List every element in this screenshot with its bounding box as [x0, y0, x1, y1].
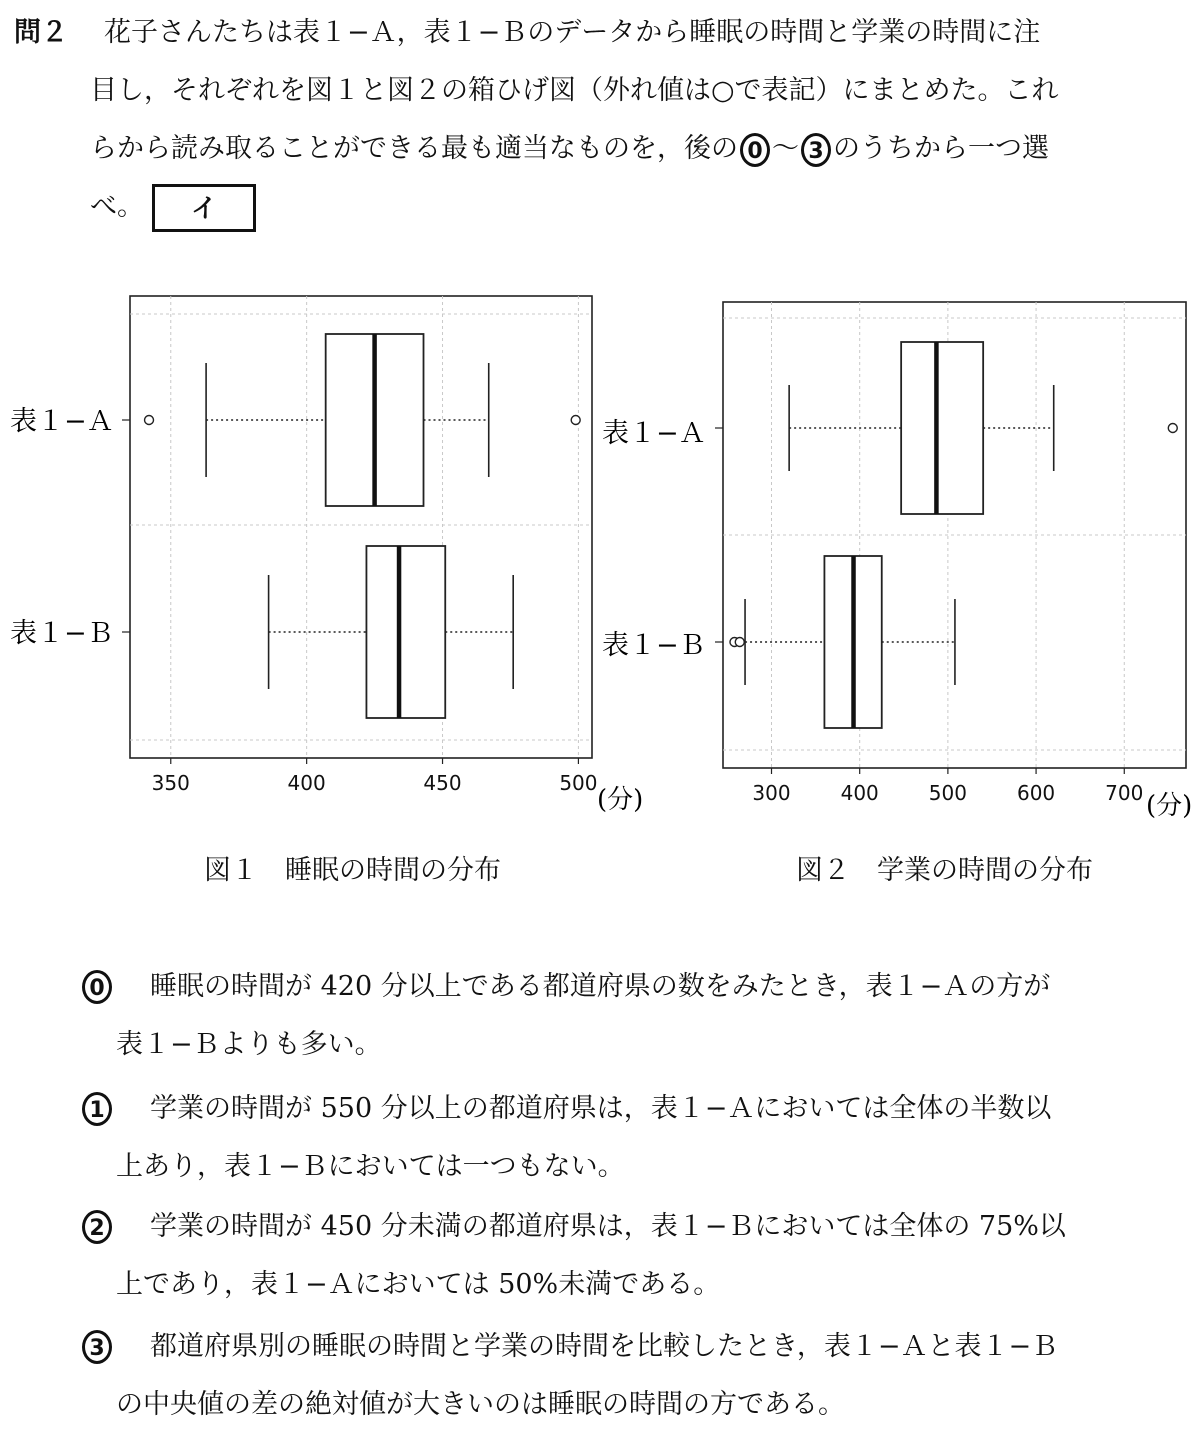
choice-2-mark: 2 [82, 1210, 112, 1244]
fig1-tick-label-2: 450 [423, 771, 462, 795]
figure1-boxplot [0, 280, 644, 820]
choice-1-line2: 上あり，表１−Ｂにおいては一つもない。 [116, 1151, 625, 1182]
question-line-4-text: べ。 [90, 191, 144, 222]
fig2-tick-label-4: 700 [1105, 781, 1144, 805]
question-line-3a: らから読み取ることができる最も適当なものを，後の [90, 133, 738, 164]
choice-3-line1: 都道府県別の睡眠の時間と学業の時間を比較したとき，表１−Ａと表１−Ｂ [150, 1331, 1059, 1362]
choice-2-line2: 上であり，表１−Ａにおいては 50%未満である。 [116, 1269, 721, 1300]
figure2-boxplot [598, 290, 1202, 830]
fig1-tick-label-1: 400 [287, 771, 326, 795]
fig2-unit: (分) [1146, 791, 1193, 821]
fig1-tick-label-0: 350 [151, 771, 190, 795]
fig1-label-a: 表１−Ａ [10, 406, 114, 437]
choice-2-line1: 学業の時間が 450 分未満の都道府県は，表１−Ｂにおいては全体の 75%以 [150, 1211, 1066, 1242]
range-end-mark: 3 [801, 133, 831, 167]
fig2-tick-label-0: 300 [752, 781, 791, 805]
fig2-label-a: 表１−Ａ [602, 418, 706, 449]
choice-3-line2: の中央値の差の絶対値が大きいのは睡眠の時間の方である。 [116, 1389, 845, 1420]
fig2-b-outlier-1 [735, 638, 744, 647]
fig2-tick-label-3: 600 [1016, 781, 1056, 805]
fig1-a-outlier-1 [571, 416, 580, 425]
fig2-a-box [901, 342, 983, 514]
question-line-3 [90, 120, 1049, 178]
fig1-tick-label-3: 500 [559, 771, 598, 795]
choice-0-mark: 0 [82, 970, 112, 1004]
fig2-tick-label-2: 500 [928, 781, 967, 805]
question-line-3b: のうちから一つ選 [833, 133, 1049, 164]
choice-0-line1: 睡眠の時間が 420 分以上である都道府県の数をみたとき，表１−Ａの方が [150, 971, 1051, 1002]
question-number: 問２ [14, 17, 68, 48]
fig1-b-box [366, 546, 445, 718]
fig1-unit: (分) [597, 785, 644, 815]
fig2-a-outlier-0 [1168, 424, 1177, 433]
figure2-caption: 図２ 学業の時間の分布 [796, 855, 1093, 886]
fig1-label-b: 表１−Ｂ [10, 618, 114, 649]
question-line-2: 目し，それぞれを図１と図２の箱ひげ図（外れ値は○で表記）にまとめた。これ [90, 75, 1059, 106]
figure1-caption: 図１ 睡眠の時間の分布 [204, 855, 501, 886]
choice-1-line1: 学業の時間が 550 分以上の都道府県は，表１−Ａにおいては全体の半数以 [150, 1093, 1052, 1124]
fig1-a-outlier-0 [145, 416, 154, 425]
range-tilde: 〜 [772, 133, 799, 164]
question-line-1: 花子さんたちは表１−Ａ，表１−Ｂのデータから睡眠の時間と学業の時間に注 [104, 17, 1041, 48]
answer-box: イ [152, 184, 256, 232]
fig2-label-b: 表１−Ｂ [602, 630, 706, 661]
choice-3-mark: 3 [82, 1330, 112, 1364]
choice-1-mark: 1 [82, 1092, 112, 1126]
fig2-tick-label-1: 400 [840, 781, 879, 805]
question-line-4 [90, 178, 256, 236]
choice-0-line2: 表１−Ｂよりも多い。 [116, 1029, 382, 1060]
range-start-mark: 0 [740, 133, 770, 167]
